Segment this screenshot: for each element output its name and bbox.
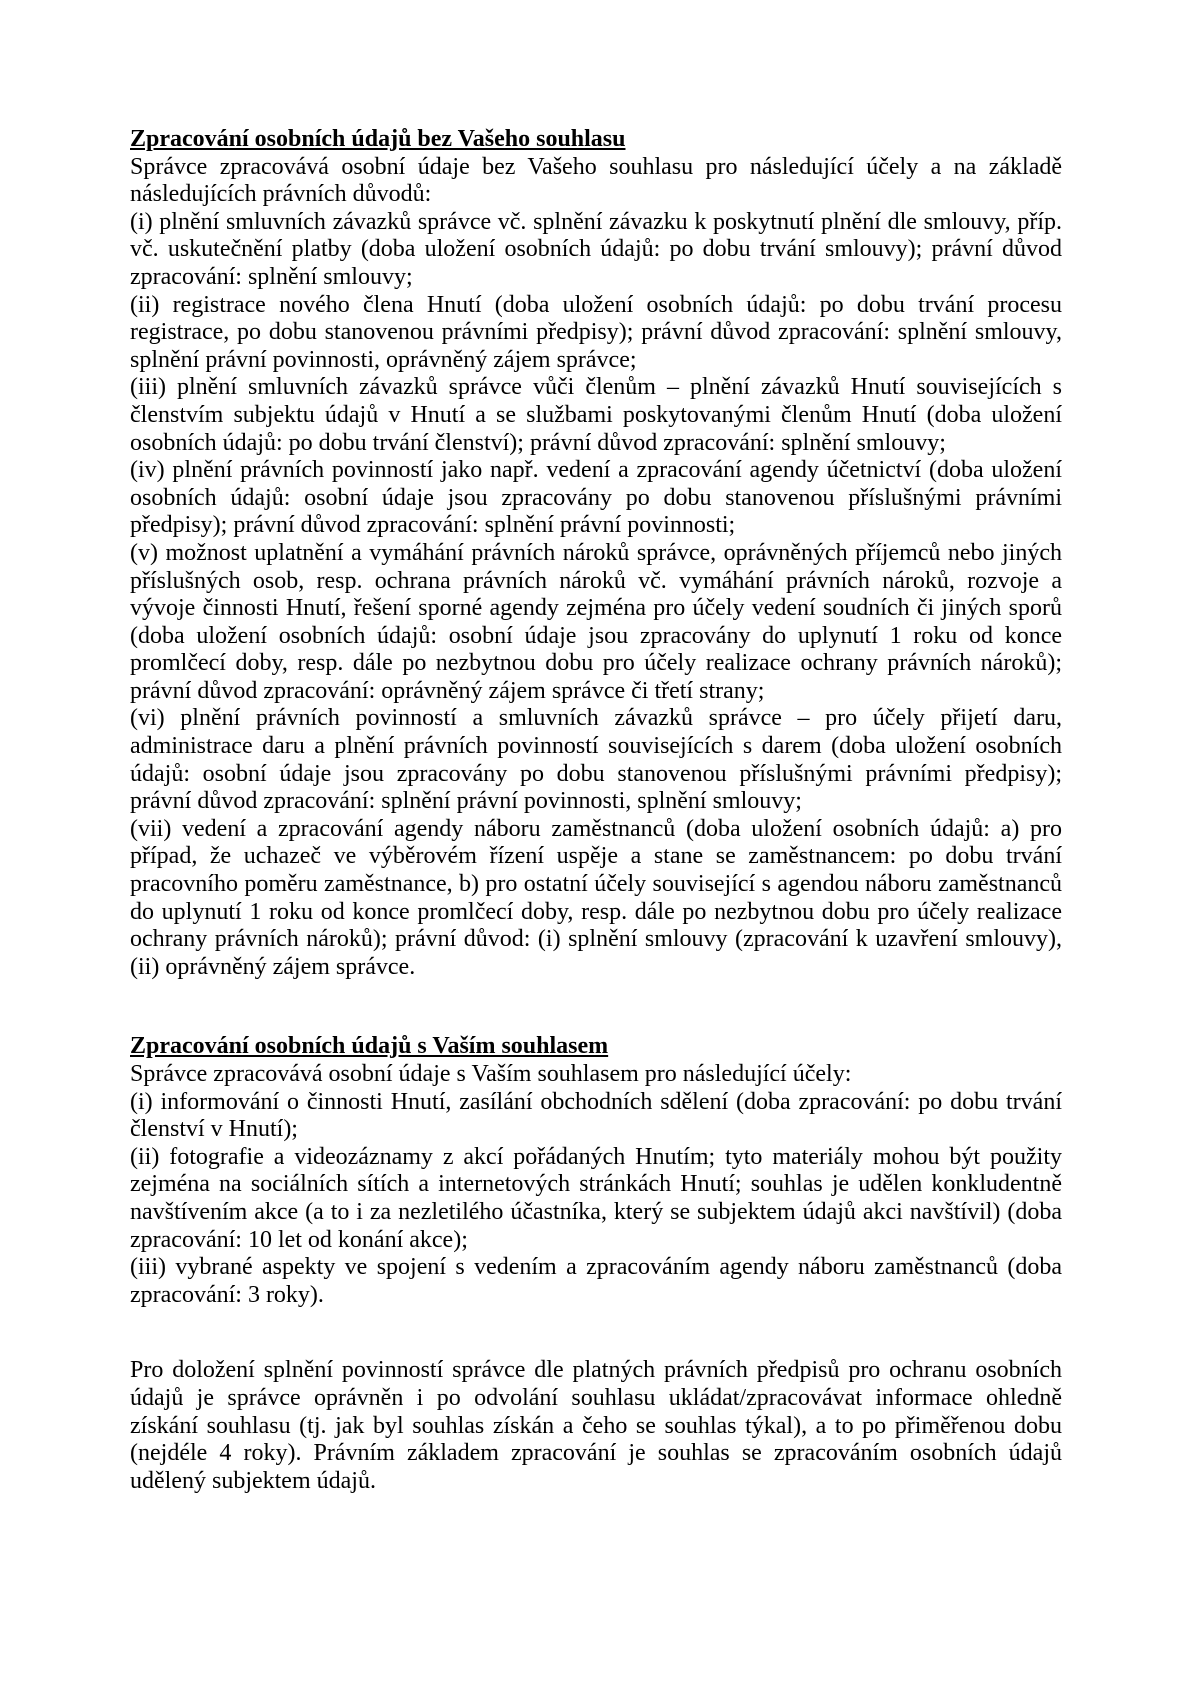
list-item-iii: (iii) vybrané aspekty ve spojení s vedením a zpracováním agendy náboru zaměstnanců (doba zpracování: 3 roky). xyxy=(130,1254,1062,1308)
list-item-vi: (vi) plnění právních povinností a smluvních závazků správce – pro účely přijetí daru, administrace daru a plnění právních povinností souvisejících s darem (doba uložení osobních údajů: osobní údaje jsou zpracovány po dobu stanovenou příslušnými právními předpisy); právní důvod zpracování: splnění právní povinnosti, splnění smlouvy; xyxy=(130,705,1062,815)
list-item-iii: (iii) plnění smluvních závazků správce vůči členům – plnění závazků Hnutí souvisejících s členstvím subjektu údajů v Hnutí a se službami poskytovanými členům Hnutí (doba uložení osobních údajů: po dobu trvání členství); právní důvod zpracování: splnění smlouvy; xyxy=(130,374,1062,456)
section-processing-without-consent xyxy=(130,126,1062,981)
list-item-ii: (ii) fotografie a videozáznamy z akcí pořádaných Hnutím; tyto materiály mohou být použity zejména na sociálních sítích a internetových stránkách Hnutí; souhlas je udělen konkludentně navštívením akce (a to i za nezletilého účastníka, který se subjektem údajů akci navštívil) (doba zpracování: 10 let od konání akce); xyxy=(130,1143,1062,1253)
section-heading-without-consent: Zpracování osobních údajů bez Vašeho souhlasu xyxy=(130,126,626,152)
list-item-i: (i) informování o činnosti Hnutí, zasílání obchodních sdělení (doba zpracování: po dobu trvání členství v Hnutí); xyxy=(130,1088,1062,1143)
section-intro: Správce zpracovává osobní údaje bez Vašeho souhlasu pro následující účely a na základě následujících právních důvodů: xyxy=(130,153,1062,208)
list-item-ii: (ii) registrace nového člena Hnutí (doba uložení osobních údajů: po dobu trvání procesu registrace, po dobu stanovenou právními předpisy); právní důvod zpracování: splnění smlouvy, splnění právní povinnosti, oprávněný zájem správce; xyxy=(130,291,1062,373)
list-item-iv: (iv) plnění právních povinností jako např. vedení a zpracování agendy účetnictví (doba uložení osobních údajů: osobní údaje jsou zpracovány po dobu stanovenou příslušnými právními předpisy); právní důvod zpracování: splnění právní povinnosti; xyxy=(130,457,1062,539)
closing-paragraph: Pro doložení splnění povinností správce dle platných právních předpisů pro ochranu osobních údajů je správce oprávněn i po odvolání souhlasu ukládat/zpracovávat informace ohledně získání souhlasu (tj. jak byl souhlas získán a čeho se souhlas týkal), a to po přiměřenou dobu (nejdéle 4 roky). Právním základem zpracování je souhlas se zpracováním osobních údajů udělený subjektem údajů. xyxy=(130,1357,1062,1494)
list-item-vii: (vii) vedení a zpracování agendy náboru zaměstnanců (doba uložení osobních údajů: a) pro případ, že uchazeč ve výběrovém řízení uspěje a stane se zaměstnancem: po dobu trvání pracovního poměru zaměstnance, b) pro ostatní účely související s agendou náboru zaměstnanců do uplynutí 1 roku od konce promlčecí doby, resp. dále po nezbytnou dobu pro účely realizace ochrany právních nároků); právní důvod: (i) splnění smlouvy (zpracování k uzavření smlouvy), (ii) oprávněný zájem správce. xyxy=(130,815,1062,980)
section-heading-with-consent: Zpracování osobních údajů s Vaším souhlasem xyxy=(130,1033,609,1060)
list-item-v: (v) možnost uplatnění a vymáhání právních nároků správce, oprávněných příjemců nebo jiných příslušných osob, resp. ochrana právních nároků vč. vymáhání právních nároků, rozvoje a vývoje činnosti Hnutí, řešení sporné agendy zejména pro účely vedení soudních či jiných sporů (doba uložení osobních údajů: osobní údaje jsou zpracovány do uplynutí 1 roku od konce promlčecí doby, resp. dále po nezbytnou dobu pro účely realizace ochrany právních nároků); právní důvod zpracování: oprávněný zájem správce či třetí strany; xyxy=(130,539,1062,704)
section-processing-with-consent xyxy=(130,1033,1062,1309)
list-item-i: (i) plnění smluvních závazků správce vč. splnění závazku k poskytnutí plnění dle smlouvy, příp. vč. uskutečnění platby (doba uložení osobních údajů: po dobu trvání smlouvy); právní důvod zpracování: splnění smlouvy; xyxy=(130,208,1062,290)
section-intro: Správce zpracovává osobní údaje s Vaším souhlasem pro následující účely: xyxy=(130,1061,852,1087)
